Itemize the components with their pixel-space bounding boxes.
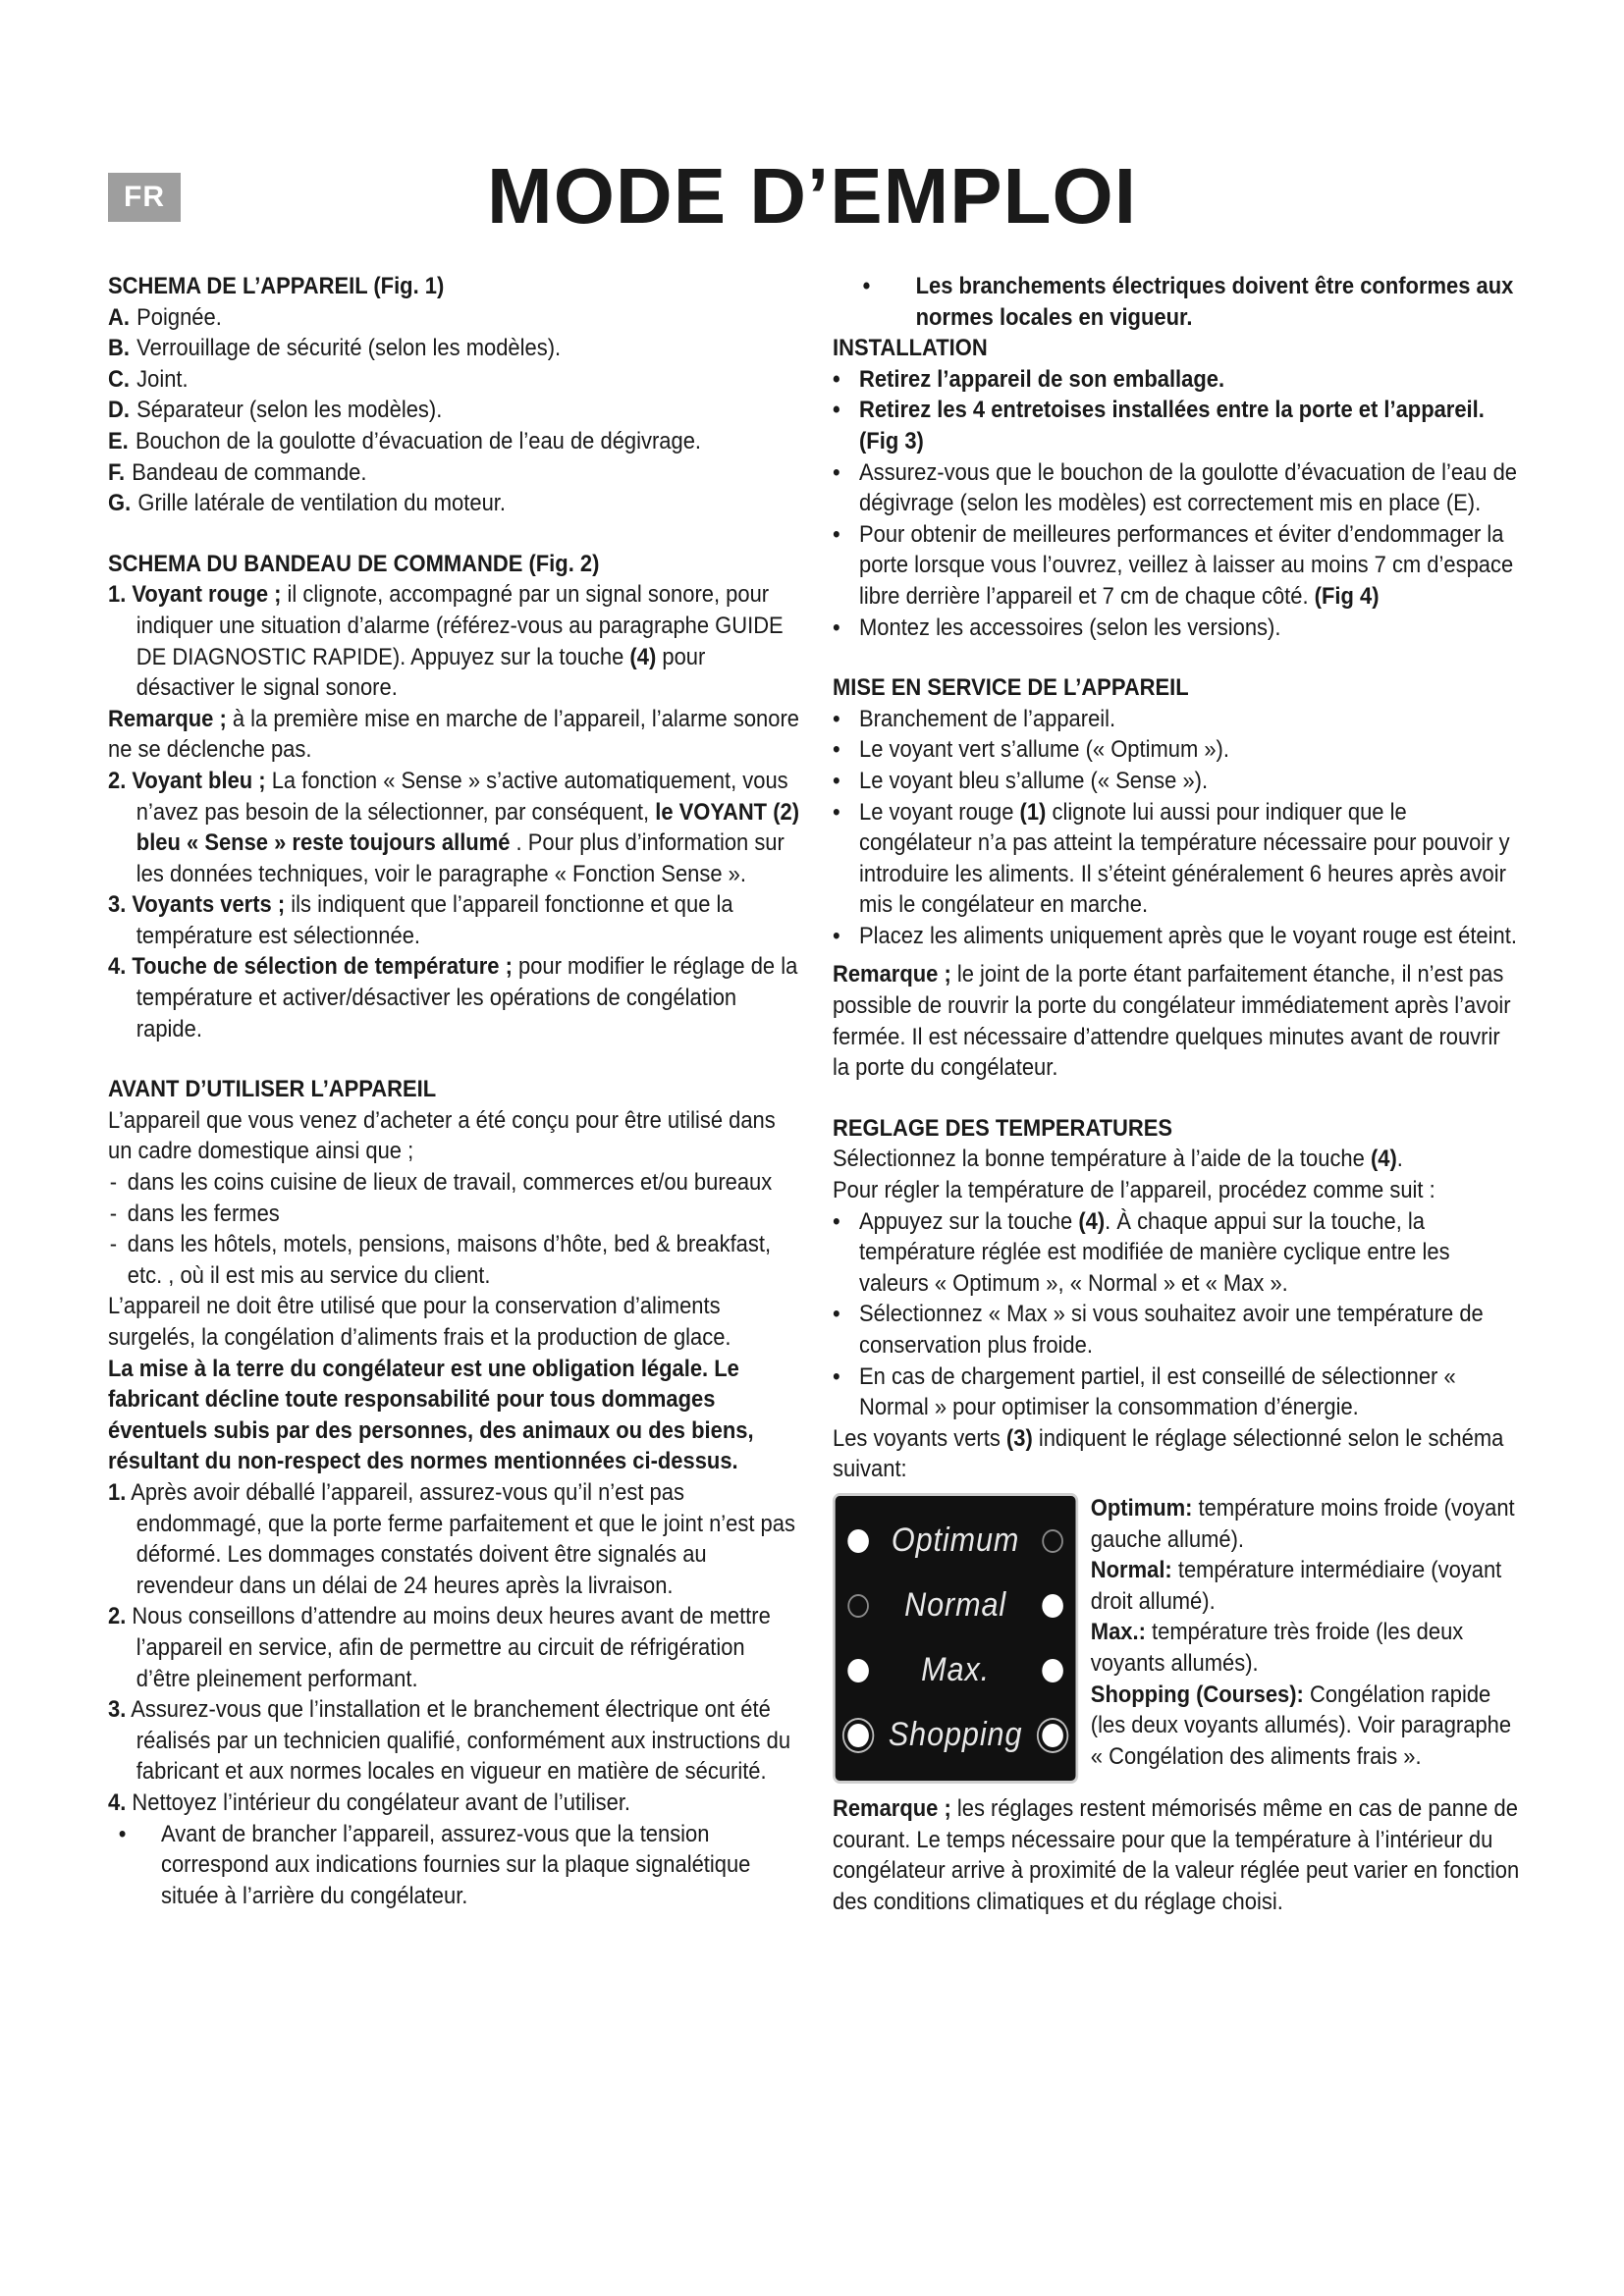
list-item: G. Grille latérale de ventilation du moteur. [108, 490, 506, 517]
list-item: • Branchement de l’appareil. [833, 705, 1116, 732]
legend-item: Shopping (Courses): Congélation rapide (les deux voyants allumés). Voir paragraphe « Congélation des aliments frais ». [1090, 1681, 1512, 1770]
led-blinking-icon [1042, 1724, 1063, 1747]
list-item: • Appuyez sur la touche (4). À chaque appui sur la touche, la température réglée est modifiée de manière cyclique entre les valeurs « Optimum », « Normal » et « Max ». [833, 1207, 1450, 1297]
led-on-icon [1042, 1594, 1063, 1618]
panel-row-optimum [836, 1514, 1076, 1569]
list-item: • Le voyant bleu s’allume (« Sense »). [833, 767, 1209, 794]
list-item: 4. Nettoyez l’intérieur du congélateur avant de l’utiliser. [108, 1789, 631, 1816]
list-item: C. Joint. [108, 365, 189, 393]
remark: Remarque ; à la première mise en marche de l’appareil, l’alarme sonore ne se déclenche pas. [108, 705, 799, 764]
warning-paragraph: La mise à la terre du congélateur est une obligation légale. Le fabricant décline toute responsabilité pour tous dommages éventuels subis par des personnes, des animaux ou des biens, résultant du non-respect des normes mentionnées ci-dessus. [108, 1355, 754, 1475]
list-item: • Les branchements électriques doivent être conformes aux normes locales en vigueur. [862, 273, 1514, 331]
led-off-icon [1042, 1529, 1063, 1553]
section-heading-mise-en-service: MISE EN SERVICE DE L’APPAREIL [833, 674, 1189, 702]
list-item: B. Verrouillage de sécurité (selon les modèles). [108, 335, 562, 362]
right-column [833, 271, 1522, 1917]
list-item: • En cas de chargement partiel, il est conseillé de sélectionner « Normal » pour optimiser la consommation d’énergie. [833, 1362, 1456, 1421]
panel-label-optimum: Optimum [891, 1522, 1020, 1560]
parts-list [108, 302, 804, 519]
language-badge: FR [108, 173, 181, 222]
list-item: • Sélectionnez « Max » si vous souhaitez avoir une température de conservation plus froide. [833, 1301, 1484, 1359]
panel-row-shopping [836, 1708, 1076, 1763]
led-on-icon [847, 1659, 869, 1682]
paragraph: L’appareil ne doit être utilisé que pour la conservation d’aliments surgelés, la congélation d’aliments frais et la production de glace. [108, 1293, 731, 1351]
list-item: F. Bandeau de commande. [108, 458, 367, 486]
paragraph: L’appareil que vous venez d’acheter a été conçu pour être utilisé dans un cadre domestique ainsi que ; [108, 1106, 776, 1165]
led-on-icon [847, 1529, 869, 1553]
paragraph: Sélectionnez la bonne température à l’aide de la touche (4). [833, 1146, 1403, 1173]
list-item: 3. Assurez-vous que l’installation et le branchement électrique ont été réalisés par un technicien qualifié, conformément aux instructions du fabricant et aux normes locales en vigueur en matière de sécurité. [108, 1696, 791, 1786]
remark: Remarque ; les réglages restent mémorisés même en cas de panne de courant. Le temps nécessaire pour que la température à l’intérieur du congélateur arrive à proximité de la valeur réglée peut varier en fonction des conditions climatiques et du réglage choisi. [833, 1794, 1520, 1915]
led-on-icon [1042, 1659, 1063, 1682]
list-item: • Assurez-vous que le bouchon de la goulotte d’évacuation de l’eau de dégivrage (selon les modèles) est correctement mis en place (E). [833, 458, 1518, 517]
list-item: 1. Voyant rouge ; il clignote, accompagné par un signal sonore, pour indiquer une situation d’alarme (référez-vous au paragraphe GUIDE DE DIAGNOSTIC RAPIDE). Appuyez sur la touche (4) pour désactiver le signal sonore. [108, 581, 784, 702]
list-item: 3. Voyants verts ; ils indiquent que l’appareil fonctionne et que la température est sélectionnée. [108, 891, 733, 949]
legend-item: Max.: température très froide (les deux voyants allumés). [1090, 1619, 1464, 1677]
list-item: • Montez les accessoires (selon les versions). [833, 614, 1281, 641]
section-heading-avant-utiliser: AVANT D’UTILISER L’APPAREIL [108, 1076, 437, 1103]
panel-row-max [836, 1643, 1076, 1698]
list-item: • Avant de brancher l’appareil, assurez-vous que la tension correspond aux indications fournies sur la plaque signalétique située à l’arrière du congélateur. [118, 1820, 751, 1909]
led-off-icon [847, 1594, 869, 1618]
section-heading-schema-appareil: SCHEMA DE L’APPAREIL (Fig. 1) [108, 273, 445, 299]
control-panel-figure [833, 1493, 1522, 1784]
remark: Remarque ; le joint de la porte étant parfaitement étanche, il n’est pas possible de rouvrir la porte du congélateur immédiatement après l’avoir fermée. Il est nécessaire d’attendre quelques minutes avant de rouvrir la porte du congélateur. [833, 961, 1511, 1082]
panel-row-normal [836, 1578, 1076, 1633]
legend-item: Normal: température intermédiaire (voyant droit allumé). [1090, 1557, 1502, 1615]
list-item: 2. Voyant bleu ; La fonction « Sense » s’active automatiquement, vous n’avez pas besoin de la sélectionner, par conséquent, le VOYANT (2) bleu « Sense » reste toujours allumé . Pour plus d’information sur les données techniques, voir le paragraphe « Fonction Sense ». [108, 767, 800, 887]
list-item: 4. Touche de sélection de température ; pour modifier le réglage de la température et activer/désactiver les opérations de congélation rapide. [108, 953, 798, 1042]
section-heading-bandeau: SCHEMA DU BANDEAU DE COMMANDE (Fig. 2) [108, 550, 600, 577]
panel-label-shopping: Shopping [888, 1716, 1023, 1754]
control-panel-illustration [833, 1493, 1078, 1784]
panel-label-max: Max. [921, 1651, 991, 1689]
list-item: • Le voyant rouge (1) clignote lui aussi pour indiquer que le congélateur n’a pas atteint la température nécessaire pour pouvoir y introduire les aliments. Il s’éteint généralement 6 heures après avoir mis le congélateur en marche. [833, 798, 1510, 919]
led-blinking-icon [847, 1724, 869, 1747]
list-item: - dans les fermes [109, 1200, 280, 1227]
list-item: - dans les coins cuisine de lieux de travail, commerces et/ou bureaux [109, 1169, 773, 1197]
section-heading-installation: INSTALLATION [833, 335, 988, 362]
list-item: 1. Après avoir déballé l’appareil, assurez-vous qu’il n’est pas endommagé, que la porte ferme parfaitement et que le joint n’est pas déformé. Les dommages constatés doivent être signalés au revendeur dans un délai de 24 heures après la livraison. [108, 1478, 795, 1599]
section-heading-reglage: REGLAGE DES TEMPERATURES [833, 1114, 1172, 1142]
page-title: MODE D’EMPLOI [487, 152, 1137, 240]
list-item: A. Poignée. [108, 303, 222, 331]
list-item: E. Bouchon de la goulotte d’évacuation de l’eau de dégivrage. [108, 427, 702, 454]
list-item: • Placez les aliments uniquement après que le voyant rouge est éteint. [833, 922, 1517, 949]
list-item: D. Séparateur (selon les modèles). [108, 397, 443, 424]
list-item: - dans les hôtels, motels, pensions, maisons d’hôte, bed & breakfast, etc. , où il est mis au service du client. [109, 1231, 772, 1289]
left-column [108, 271, 804, 1911]
list-item: • Pour obtenir de meilleures performances et éviter d’endommager la porte lorsque vous l’ouvrez, veillez à laisser au moins 7 cm d’espace libre derrière l’appareil et 7 cm de chaque côté. (Fig 4) [833, 520, 1514, 610]
paragraph: Les voyants verts (3) indiquent le réglage sélectionné selon le schéma suivant: [833, 1424, 1504, 1483]
panel-legend [1091, 1493, 1522, 1784]
list-item: • Retirez les 4 entretoises installées entre la porte et l’appareil. (Fig 3) [833, 397, 1485, 454]
list-item: • Retirez l’appareil de son emballage. [833, 365, 1225, 393]
list-item: 2. Nous conseillons d’attendre au moins deux heures avant de mettre l’appareil en service, afin de permettre au circuit de réfrigération d’être pleinement performant. [108, 1603, 771, 1692]
legend-item: Optimum: température moins froide (voyant gauche allumé). [1090, 1494, 1515, 1553]
paragraph: Pour régler la température de l’appareil, procédez comme suit : [833, 1177, 1435, 1204]
panel-label-normal: Normal [904, 1586, 1007, 1625]
list-item: • Le voyant vert s’allume (« Optimum »). [833, 736, 1229, 764]
